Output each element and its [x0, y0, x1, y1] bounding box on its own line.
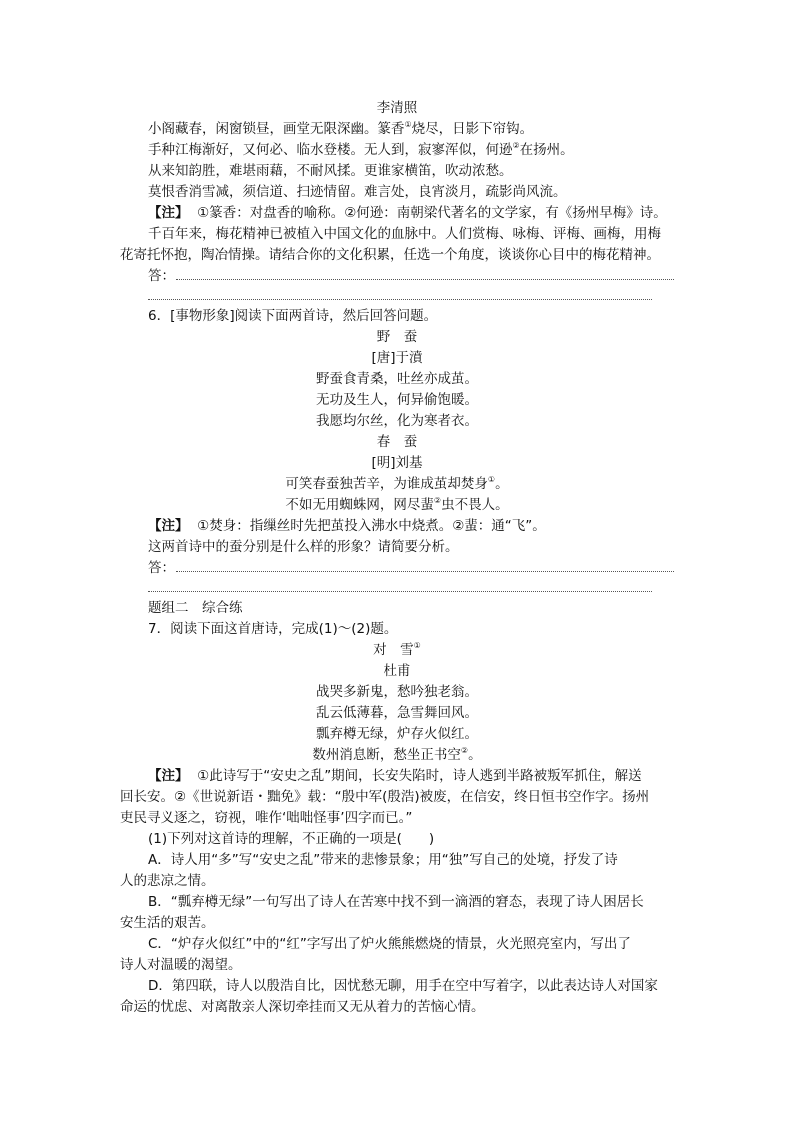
option-b: 安生活的艰苦。 — [120, 915, 215, 931]
poem-line: 不如无用蜘蛛网，网尽蜚②虫不畏人。 — [285, 496, 509, 513]
answer-label: 答： — [148, 560, 175, 576]
answer-line — [148, 591, 652, 592]
question-text: 千百年来，梅花精神已被植入中国文化的血脉中。人们赏梅、咏梅、评梅、画梅，用梅 — [148, 226, 661, 242]
option-a: A．诗人用“多”写“安史之乱”带来的悲惨景象；用“独”写自己的处境，抒发了诗 — [148, 852, 618, 868]
poem-note: 【注】 ①篆香：对盘香的喻称。②何逊：南朝梁代著名的文学家，有《扬州早梅》诗。 — [148, 205, 667, 221]
answer-line — [176, 279, 674, 280]
poem-line: 从来知韵胜，难堪雨藉，不耐风揉。更谁家横笛，吹动浓愁。 — [148, 163, 513, 179]
answer-line — [176, 571, 674, 572]
answer-line — [148, 299, 652, 300]
poem-line: 战哭多新鬼，愁吟独老翁。 — [316, 684, 478, 700]
question-text: 这两首诗中的蚕分别是什么样的形象？请简要分析。 — [148, 539, 459, 555]
question-stem: 6．[事物形象]阅读下面两首诗，然后回答问题。 — [148, 308, 438, 324]
poem-line: 手种江梅渐好，又何必、临水登楼。无人到，寂寥浑似，何逊②在扬州。 — [148, 141, 574, 158]
poem-line: 可笑春蚕独苦辛，为谁成茧却焚身①。 — [285, 475, 509, 492]
question-stem: 7．阅读下面这首唐诗，完成(1)～(2)题。 — [148, 621, 398, 637]
poem-line: 乱云低薄暮，急雪舞回风。 — [316, 705, 478, 721]
question-text: 花寄托怀抱，陶冶情操。请结合你的文化积累，任选一个角度，谈谈你心目中的梅花精神。 — [120, 247, 660, 263]
option-c: C．“炉存火似红”中的“红”字写出了炉火熊熊燃烧的情景，火光照亮室内，写出了 — [148, 936, 631, 952]
poem-line: 小阁藏春，闲窗锁昼，画堂无限深幽。篆香①烧尽，日影下帘钩。 — [148, 120, 534, 137]
poem-author: 杜甫 — [383, 663, 411, 679]
poem-author: 李清照 — [376, 100, 418, 116]
poem-line: 我愿均尔丝，化为寒者衣。 — [316, 413, 478, 429]
poem-line: 莫恨香消雪减，须信道、扫迹情留。难言处，良宵淡月，疏影尚风流。 — [148, 184, 567, 200]
poem-note: 吏民寻义逐之，窃视，唯作‘咄咄怪事’四字而已。” — [120, 810, 413, 826]
option-d: D．第四联，诗人以殷浩自比，因忧愁无聊，用手在空中写着字，以此表达诗人对国家 — [148, 978, 658, 994]
poem-title: 野 蚕 — [376, 329, 418, 345]
poem-note: 【注】 ①此诗写于“安史之乱”期间，长安失陷时，诗人逃到半路被叛军抓住，解送 — [148, 768, 642, 784]
sub-question: (1)下列对这首诗的理解，不正确的一项是( ) — [148, 831, 435, 847]
poem-note: 回长安。②《世说新语・黜免》载：“殷中军(殷浩)被废，在信安，终日恒书空作字。扬州 — [120, 789, 650, 805]
option-c: 诗人对温暖的渴望。 — [120, 957, 242, 973]
option-b: B．“瓢弃樽无绿”一句写出了诗人在苦寒中找不到一滴酒的窘态，表现了诗人困居长 — [148, 894, 644, 910]
poem-line: 瓢弃樽无绿，炉存火似红。 — [316, 726, 478, 742]
poem-line: 无功及生人，何异偷饱暖。 — [316, 392, 478, 408]
poem-title: 对 雪① — [373, 641, 421, 658]
option-a: 人的悲凉之情。 — [120, 873, 215, 889]
poem-note: 【注】 ①焚身：指缫丝时先把茧投入沸水中烧煮。②蜚：通“飞”。 — [148, 518, 546, 534]
poem-line: 数州消息断，愁坐正书空②。 — [312, 746, 482, 763]
answer-label: 答： — [148, 268, 175, 284]
poem-line: 野蚕食青桑，吐丝亦成茧。 — [316, 371, 478, 387]
poem-author: [唐]于濆 — [371, 350, 423, 366]
poem-author: [明]刘基 — [371, 455, 423, 471]
option-d: 命运的忧虑、对离散亲人深切牵挂而又无从着力的苦恼心情。 — [120, 999, 485, 1015]
poem-title: 春 蚕 — [376, 434, 418, 450]
section-heading: 题组二 综合练 — [148, 600, 243, 616]
